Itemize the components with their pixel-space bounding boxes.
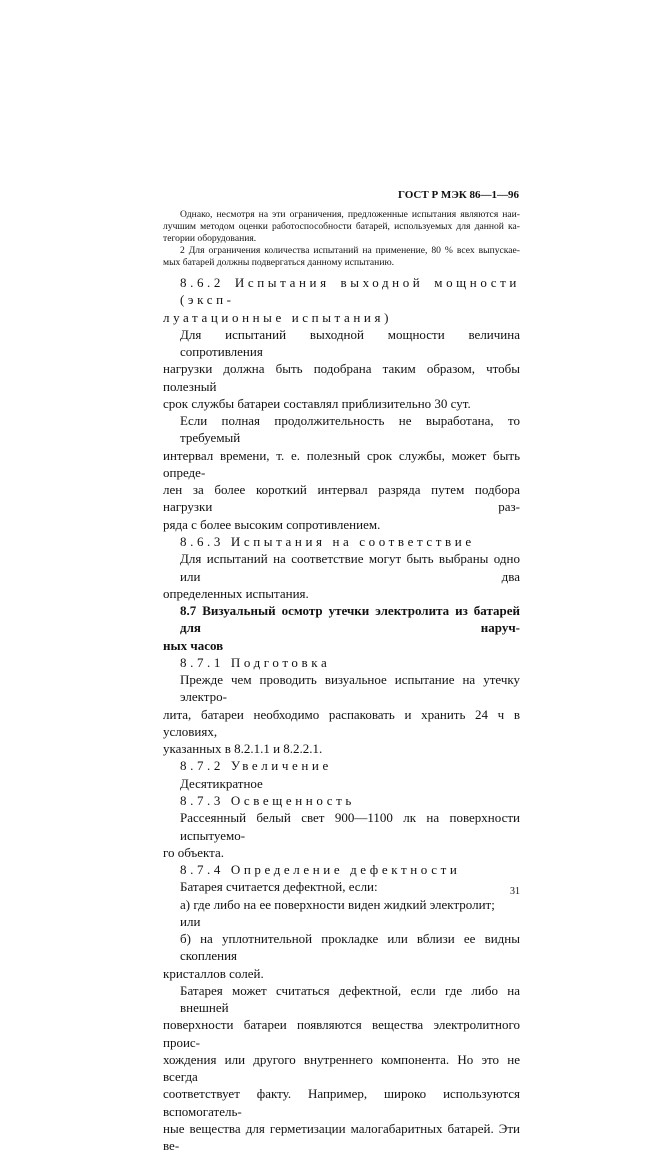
text-line: ных часов [163,637,224,653]
text-line: а) где либо на ее поверхности виден жидкий электролит; [180,896,495,912]
page-number: 31 [510,886,520,897]
text-line: хождения или другого внутреннего компонента. Но это не всегда [163,1051,520,1085]
text-line: 8.7.2 Увеличение [180,758,332,774]
text-line: Для испытаний выходной мощности величина сопротивления [180,326,520,360]
text-line: Прежде чем проводить визуальное испытание на утечку электро- [180,672,520,705]
notes-block [163,209,520,269]
text-line: ные вещества для герметизации малогабаритных батарей. Эти ве- [163,1121,520,1154]
text-line: соответствует факту. Например, широко используются вспомогатель- [163,1086,520,1119]
text-line: 8.6.3 Испытания на соответствие [180,533,475,549]
text-line: интервал времени, т. е. полезный срок службы, может быть опреде- [163,447,520,480]
text-line: лита, батареи необходимо распаковать и хранить 24 ч в условиях, [163,706,520,739]
text-line: Батарея может считаться дефектной, если где либо на внешней [180,982,520,1016]
text-line: 8.7.3 Освещенность [180,792,355,808]
text-line: Десятикратное [180,775,263,791]
text-line: 8.7.1 Подготовка [180,654,331,670]
document-header: ГОСТ Р МЭК 86—1—96 [398,189,519,201]
text-line: 8.6.2 Испытания выходной мощности (эксп- [180,275,520,308]
text-line: Рассеянный белый свет 900—1100 лк на поверхности испытуемо- [180,810,520,843]
body-text [163,274,520,1155]
text-line: Если полная продолжительность не выработана, то требуемый [180,413,520,446]
text-line: лен за более короткий интервал разряда путем подбора нагрузки раз- [163,482,520,515]
text-line: 8.7 Визуальный осмотр утечки электролита из батарей для наруч- [180,603,520,636]
note-line: тегории оборудования. [163,233,257,244]
text-line: б) на уплотнительной прокладке или вблизи ее видны скопления [180,931,520,964]
note-line: лучшим методом оценки работоспособности батарей, используемых для данной ка- [163,221,520,232]
note-line: Однако, несмотря на эти ограничения, предложенные испытания являются наи- [180,209,520,220]
text-line: 8.7.4 Определение дефектности [180,862,461,878]
text-line: Для испытаний на соответствие могут быть выбраны одно или два [180,551,520,584]
text-line: Батарея считается дефектной, если: [180,879,378,895]
text-line: нагрузки должна быть подобрана таким образом, чтобы полезный [163,361,520,394]
text-line: го объекта. [163,844,225,860]
text-line: определенных испытания. [163,585,309,601]
text-line: луатационные испытания) [163,309,392,325]
text-line: ряда с более высоким сопротивлением. [163,516,381,532]
text-line: кристаллов солей. [163,965,264,981]
note-line: 2 Для ограничения количества испытаний на применение, 80 % всех выпускае- [180,245,520,256]
text-line: указанных в 8.2.1.1 и 8.2.2.1. [163,741,323,757]
note-line: мых батарей должны подвергаться данному испытанию. [163,257,395,268]
text-line: или [180,913,201,929]
text-line: срок службы батареи составлял приблизительно 30 сут. [163,395,471,411]
text-line: поверхности батареи появляются вещества электролитного проис- [163,1017,520,1050]
